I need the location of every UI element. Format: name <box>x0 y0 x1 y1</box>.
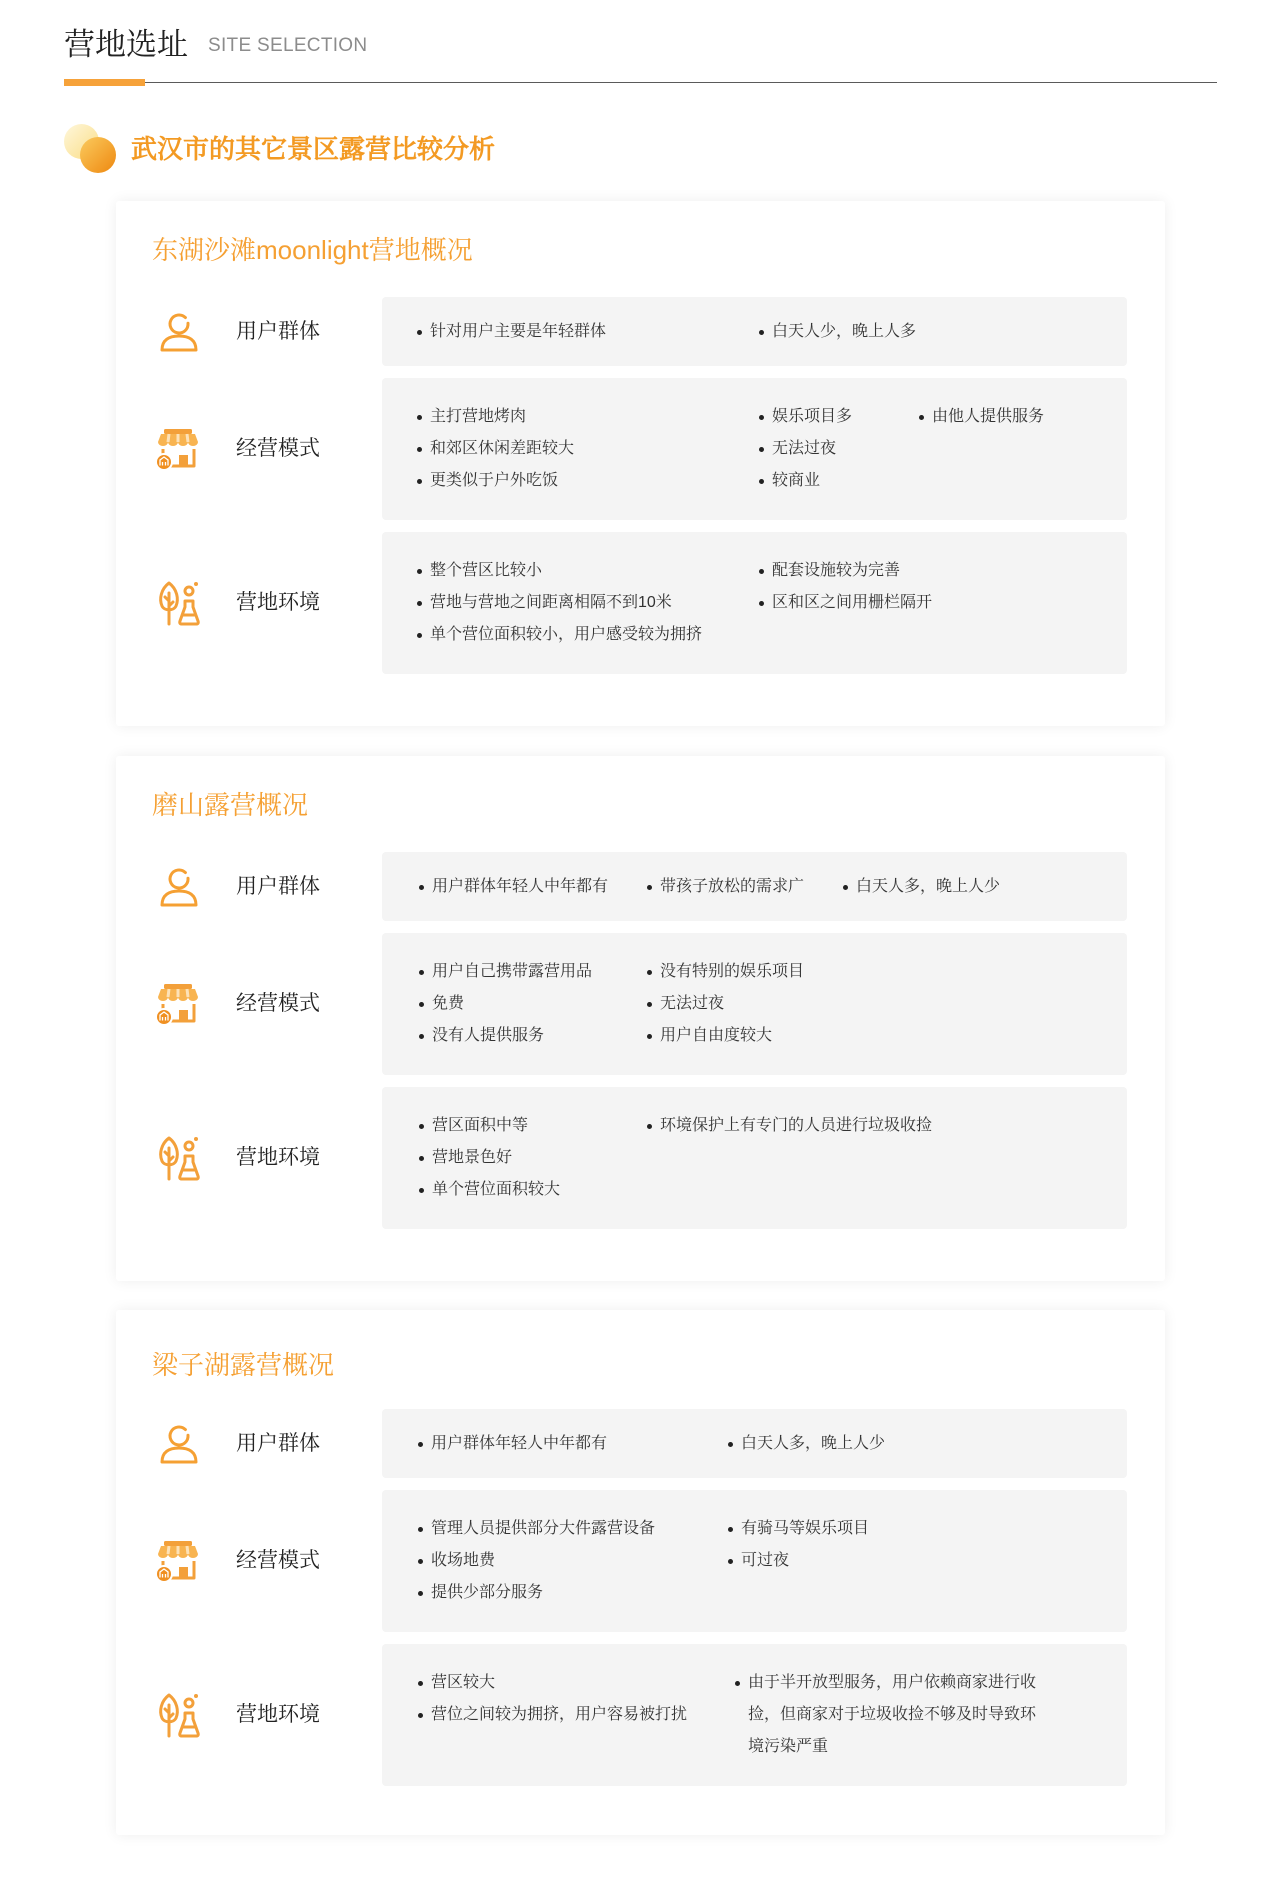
info-column <box>418 1428 728 1460</box>
row-head <box>116 1409 382 1478</box>
row-label: 经营模式 <box>236 437 320 460</box>
info-column <box>728 1513 869 1577</box>
info-column <box>647 956 804 1052</box>
row-head <box>116 297 382 366</box>
row-label: 用户群体 <box>236 319 320 343</box>
list-item: 由他人提供服务 <box>919 401 1044 433</box>
list-item: 有骑马等娱乐项目 <box>728 1513 869 1545</box>
section-title: 武汉市的其它景区露营比较分析 <box>131 134 496 164</box>
list-item: 娱乐项目多 <box>759 401 919 433</box>
info-columns <box>418 1667 1038 1763</box>
user-icon <box>156 309 202 355</box>
row-business-model <box>116 1490 1165 1632</box>
row-label: 营地环境 <box>236 1146 320 1169</box>
row-head <box>116 1644 382 1786</box>
orange-circle-icon <box>80 137 116 173</box>
info-columns <box>419 956 804 1052</box>
header-divider <box>64 82 1217 83</box>
list-item: 可过夜 <box>728 1545 869 1577</box>
info-columns <box>417 555 932 651</box>
list-item: 营区面积中等 <box>419 1110 647 1142</box>
row-user-group <box>116 852 1165 921</box>
list-item: 白天人多，晚上人少 <box>728 1428 885 1460</box>
list-item: 单个营位面积较大 <box>419 1174 647 1206</box>
user-icon <box>156 864 202 910</box>
list-item: 和郊区休闲差距较大 <box>417 433 759 465</box>
card-title: 东湖沙滩moonlight营地概况 <box>152 235 473 265</box>
list-item: 单个营位面积较小，用户感受较为拥挤 <box>417 619 759 651</box>
card-liangzihu <box>116 1310 1165 1835</box>
info-columns <box>417 316 916 348</box>
card-title: 磨山露营概况 <box>152 790 309 820</box>
row-user-group <box>116 1409 1165 1478</box>
list-item: 由于半开放型服务，用户依赖商家进行收捡，但商家对于垃圾收捡不够及时导致环境污染严重 <box>735 1667 1038 1763</box>
row-environment <box>116 1644 1165 1786</box>
list-item: 用户自己携带露营用品 <box>419 956 647 988</box>
list-item: 区和区之间用栅栏隔开 <box>759 587 932 619</box>
row-environment <box>116 532 1165 674</box>
row-head <box>116 1490 382 1632</box>
list-item: 主打营地烤肉 <box>417 401 759 433</box>
info-column <box>843 871 1000 903</box>
row-head <box>116 1087 382 1229</box>
list-item: 营位之间较为拥挤，用户容易被打扰 <box>418 1699 735 1731</box>
info-columns <box>419 1110 932 1206</box>
info-panel <box>382 852 1127 921</box>
info-column <box>647 871 843 903</box>
row-user-group <box>116 297 1165 366</box>
row-label: 营地环境 <box>236 591 320 614</box>
info-panel <box>382 297 1127 366</box>
list-item: 收场地费 <box>418 1545 728 1577</box>
info-column <box>417 401 759 497</box>
row-business-model <box>116 378 1165 520</box>
shop-icon <box>153 1539 203 1583</box>
info-columns <box>418 1513 869 1609</box>
card-donghu <box>116 201 1165 726</box>
list-item: 环境保护上有专门的人员进行垃圾收捡 <box>647 1110 932 1142</box>
info-column <box>759 316 916 348</box>
card-moshan <box>116 756 1165 1281</box>
list-item: 用户自由度较大 <box>647 1020 804 1052</box>
list-item: 白天人多，晚上人少 <box>843 871 1000 903</box>
info-column <box>919 401 1044 433</box>
list-item: 用户群体年轻人中年都有 <box>419 871 647 903</box>
row-head <box>116 378 382 520</box>
page-subtitle: SITE SELECTION <box>208 35 368 56</box>
header-accent-bar <box>64 79 145 86</box>
list-item: 营地景色好 <box>419 1142 647 1174</box>
environment-icon <box>156 1691 202 1739</box>
info-column <box>647 1110 932 1142</box>
list-item: 较商业 <box>759 465 919 497</box>
info-columns <box>419 871 1000 903</box>
row-head <box>116 933 382 1075</box>
info-column <box>418 1513 728 1609</box>
info-panel <box>382 532 1127 674</box>
list-item: 用户群体年轻人中年都有 <box>418 1428 728 1460</box>
list-item: 配套设施较为完善 <box>759 555 932 587</box>
info-columns <box>417 401 1044 497</box>
info-column <box>417 316 759 348</box>
info-panel <box>382 933 1127 1075</box>
list-item: 带孩子放松的需求广 <box>647 871 843 903</box>
list-item: 更类似于户外吃饭 <box>417 465 759 497</box>
list-item: 无法过夜 <box>647 988 804 1020</box>
shop-icon <box>153 427 203 471</box>
info-panel <box>382 1490 1127 1632</box>
list-item: 提供少部分服务 <box>418 1577 728 1609</box>
info-panel <box>382 1087 1127 1229</box>
list-item: 白天人少，晚上人多 <box>759 316 916 348</box>
info-column <box>419 871 647 903</box>
info-column <box>419 956 647 1052</box>
row-business-model <box>116 933 1165 1075</box>
row-label: 用户群体 <box>236 1431 320 1455</box>
list-item: 营地与营地之间距离相隔不到10米 <box>417 587 759 619</box>
info-panel <box>382 1409 1127 1478</box>
user-icon <box>156 1421 202 1467</box>
list-item: 没有特别的娱乐项目 <box>647 956 804 988</box>
list-item: 免费 <box>419 988 647 1020</box>
row-label: 经营模式 <box>236 1549 320 1572</box>
info-panel <box>382 378 1127 520</box>
info-column <box>418 1667 735 1731</box>
info-panel <box>382 1644 1127 1786</box>
row-head <box>116 852 382 921</box>
environment-icon <box>156 1134 202 1182</box>
page-title: 营地选址 <box>64 27 188 62</box>
section-circles-icon <box>64 124 118 176</box>
info-column <box>728 1428 885 1460</box>
row-label: 用户群体 <box>236 874 320 898</box>
row-label: 经营模式 <box>236 992 320 1015</box>
shop-icon <box>153 982 203 1026</box>
info-columns <box>418 1428 885 1460</box>
card-title: 梁子湖露营概况 <box>152 1350 335 1380</box>
list-item: 无法过夜 <box>759 433 919 465</box>
info-column <box>759 555 932 619</box>
list-item: 管理人员提供部分大件露营设备 <box>418 1513 728 1545</box>
info-column <box>735 1667 1038 1763</box>
environment-icon <box>156 579 202 627</box>
row-head <box>116 532 382 674</box>
info-column <box>417 555 759 651</box>
list-item: 没有人提供服务 <box>419 1020 647 1052</box>
list-item: 整个营区比较小 <box>417 555 759 587</box>
info-column <box>759 401 919 497</box>
list-item: 营区较大 <box>418 1667 735 1699</box>
info-column <box>419 1110 647 1206</box>
list-item: 针对用户主要是年轻群体 <box>417 316 759 348</box>
row-label: 营地环境 <box>236 1703 320 1726</box>
row-environment <box>116 1087 1165 1229</box>
